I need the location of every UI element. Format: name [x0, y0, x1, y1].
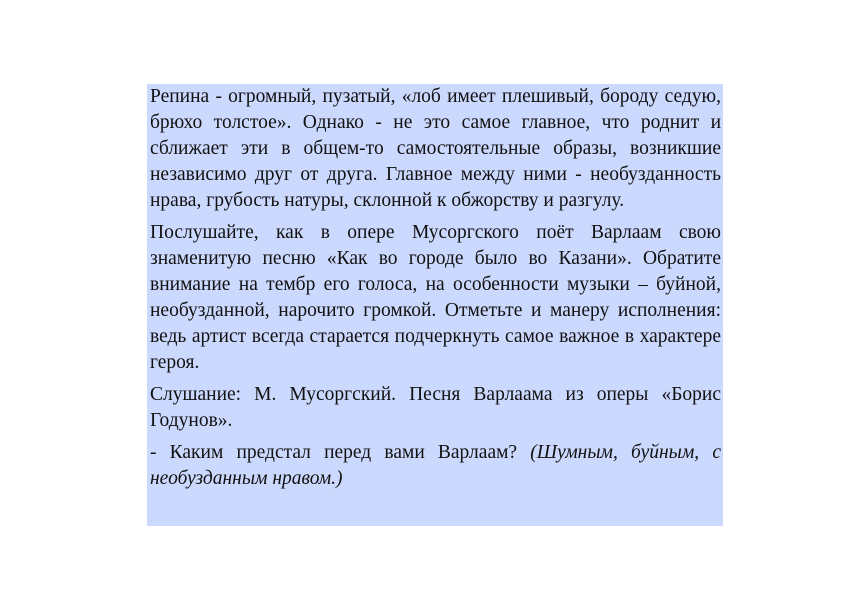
text-box	[147, 84, 723, 526]
answer-text: (Шумным, буйным, с необузданным нравом.)	[150, 442, 721, 489]
paragraph-listening-title: Слушание: М. Мусоргский. Песня Варлаама из оперы «Борис Годунов».	[150, 384, 721, 431]
question-text: - Каким предстал перед вами Варлаам?	[150, 442, 531, 463]
paragraph-question	[150, 440, 721, 492]
paragraph-listening-instruction: Послушайте, как в опере Мусоргского поёт Варлаам свою знаменитую песню «Как во городе было во Казани». Обратите внимание на тембр его голоса, на особенности музыки – буйной, необузданной, нарочито громкой. Отметьте и манеру исполнения: ведь артист всегда старается подчеркнуть самое важное в характере героя.	[150, 222, 721, 373]
paragraph-varlaam-description: Репина - огромный, пузатый, «лоб имеет плешивый, бороду седую, брюхо толстое». Однако - не это самое главное, что роднит и сближает эти в общем-то самостоятельные образы, возникшие независимо друг от друга. Главное между ними - необузданность нрава, грубость натуры, склонной к обжорству и разгулу.	[150, 86, 721, 211]
